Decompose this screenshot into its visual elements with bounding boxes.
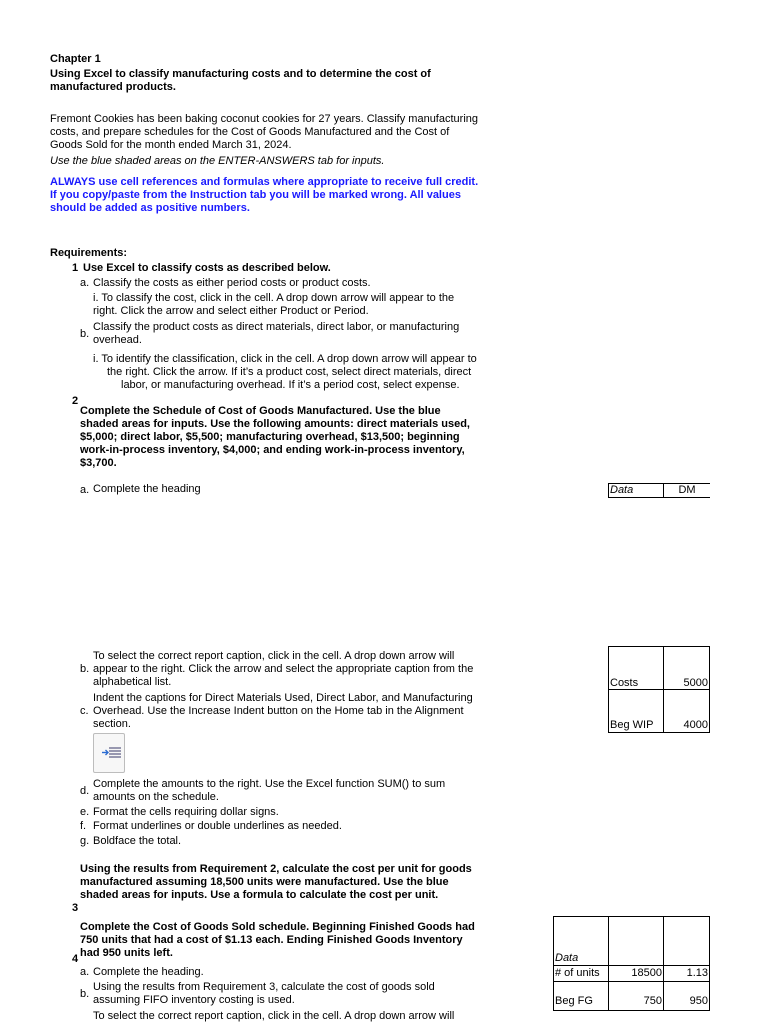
intro-line-1: Fremont Cookies has been baking coconut cookies for 27 years. Classify manufacturing (50, 113, 478, 125)
req2-e-label: e. (80, 806, 90, 818)
req3-line-1: Using the results from Requirement 2, calculate the cost per unit for goods (80, 863, 472, 875)
grid-bottom-data-cell (553, 916, 609, 966)
req2-b-line-3: alphabetical list. (93, 676, 172, 688)
increase-indent-button (93, 733, 125, 773)
req2-c-line-3: section. (93, 718, 131, 730)
req4-c-line-1: To select the correct report caption, click in the cell. A drop down arrow will (93, 1010, 455, 1022)
grid-bottom-empty-2 (663, 916, 710, 966)
req1-a-label: a. (80, 277, 90, 289)
req4-b-label: b. (80, 988, 90, 1000)
req1-b-line-1: Classify the product costs as direct materials, direct labor, or manufacturing (93, 321, 460, 333)
req2-d-line-2: amounts on the schedule. (93, 791, 219, 803)
req2-line-4: work-in-process inventory, $4,000; and ending work-in-process inventory, (80, 444, 465, 456)
chapter-label: Chapter 1 (50, 53, 101, 65)
requirements-heading: Requirements: (50, 247, 128, 259)
grid-units-value: 18500 (631, 967, 662, 979)
req2-f-label: f. (80, 820, 87, 832)
grid-top-data-header: Data (608, 483, 664, 498)
req2-f-text: Format underlines or double underlines as needed. (93, 820, 342, 832)
req3-line-2: manufactured assuming 18,500 units were manufactured. Use the blue (80, 876, 449, 888)
grid-begwip-value-cell (663, 689, 710, 733)
grid-costs-value-cell (663, 646, 710, 690)
grid-begfg-value-cell (608, 981, 664, 1011)
req4-line-1: Complete the Cost of Goods Sold schedule. Beginning Finished Goods had (80, 921, 475, 933)
grid-begwip-label: Beg WIP (610, 719, 654, 731)
grid-endfg-value-cell (663, 981, 710, 1011)
req2-a-text: Complete the heading (93, 483, 201, 495)
warning-line-2: If you copy/paste from the Instruction tab you will be marked wrong. All values (50, 189, 461, 201)
req2-line-2: shaded areas for inputs. Use the following amounts: direct materials used, (80, 418, 470, 430)
title-line-2: manufactured products. (50, 81, 176, 93)
warning-line-1: ALWAYS use cell references and formulas where appropriate to receive full credit. (50, 176, 479, 188)
req1-b-i-line-1: i. To identify the classification, click in the cell. A drop down arrow will appear to (93, 353, 477, 365)
req3-line-3: shaded areas for inputs. Use a formula to calculate the cost per unit. (80, 889, 439, 901)
grid-begfg-value: 750 (643, 995, 662, 1007)
req1-a-text: Classify the costs as either period costs or product costs. (93, 277, 371, 289)
req4-number: 4 (72, 953, 79, 965)
req2-b-line-1: To select the correct report caption, click in the cell. A drop down arrow will (93, 650, 455, 662)
req2-c-line-1: Indent the captions for Direct Materials Used, Direct Labor, and Manufacturing (93, 692, 473, 704)
grid-begwip-label-cell (608, 689, 664, 733)
grid-units-label-cell (553, 965, 609, 982)
intro-italic: Use the blue shaded areas on the ENTER-ANSWERS tab for inputs. (50, 155, 385, 167)
req2-b-label: b. (80, 663, 90, 675)
req1-b-label: b. (80, 328, 90, 340)
req4-b-line-2: assuming FIFO inventory costing is used. (93, 994, 295, 1006)
req2-number: 2 (72, 395, 79, 407)
req2-a-label: a. (80, 484, 90, 496)
warning-line-3: should be added as positive numbers. (50, 202, 250, 214)
grid-units-value-cell (608, 965, 664, 982)
req1-b-i-line-3: labor, or manufacturing overhead. If it’s a period cost, select expense. (121, 379, 460, 391)
grid-bottom-empty-1 (608, 916, 664, 966)
req2-b-line-2: appear to the right. Click the arrow and select the appropriate caption from the (93, 663, 474, 675)
req4-b-line-1: Using the results from Requirement 3, calculate the cost of goods sold (93, 981, 435, 993)
grid-units-label: # of units (555, 967, 600, 979)
req2-c-line-2: Overhead. Use the Increase Indent button on the Home tab in the Alignment (93, 705, 464, 717)
grid-bottom-data-header: Data (555, 952, 579, 964)
grid-endfg-value: 950 (689, 995, 708, 1007)
req2-g-text: Boldface the total. (93, 835, 182, 847)
req1-a-i-line-1: i. To classify the cost, click in the cell. A drop down arrow will appear to the (93, 292, 455, 304)
req4-a-label: a. (80, 966, 90, 978)
req1-a-i-line-2: right. Click the arrow and select either Product or Period. (93, 305, 369, 317)
grid-costs-label: Costs (610, 677, 639, 689)
req2-d-label: d. (80, 785, 90, 797)
intro-line-2: costs, and prepare schedules for the Cost of Goods Manufactured and the Cost of (50, 126, 450, 138)
req2-d-line-1: Complete the amounts to the right. Use the Excel function SUM() to sum (93, 778, 446, 790)
grid-unitcost-value-cell (663, 965, 710, 982)
req4-line-2: 750 units that had a cost of $1.13 each. Ending Finished Goods Inventory (80, 934, 463, 946)
grid-top-dm-header: DM (663, 483, 710, 498)
req1-number: 1 (72, 262, 79, 274)
req2-g-label: g. (80, 835, 90, 847)
req4-line-3: had 950 units left. (80, 947, 173, 959)
grid-unitcost-value: 1.13 (686, 967, 708, 979)
req2-line-1: Complete the Schedule of Cost of Goods Manufactured. Use the blue (80, 405, 441, 417)
increase-indent-icon (94, 734, 124, 772)
req2-c-label: c. (80, 705, 89, 717)
req1-b-line-2: overhead. (93, 334, 142, 346)
req1-b-i-line-2: the right. Click the arrow. If it’s a product cost, select direct materials, direct (107, 366, 472, 378)
req4-a-text: Complete the heading. (93, 966, 204, 978)
grid-begfg-label: Beg FG (555, 995, 593, 1007)
grid-begwip-value: 4000 (683, 719, 708, 731)
intro-line-3: Goods Sold for the month ended March 31, 2024. (50, 139, 292, 151)
grid-costs-value: 5000 (683, 677, 708, 689)
req2-line-5: $3,700. (80, 457, 117, 469)
grid-begfg-label-cell (553, 981, 609, 1011)
req2-line-3: $5,000; direct labor, $5,500; manufacturing overhead, $13,500; beginning (80, 431, 460, 443)
title-line-1: Using Excel to classify manufacturing costs and to determine the cost of (50, 68, 431, 80)
req1-title: Use Excel to classify costs as described below. (83, 262, 331, 274)
req3-number: 3 (72, 902, 79, 914)
grid-costs-label-cell (608, 646, 664, 690)
req2-e-text: Format the cells requiring dollar signs. (93, 806, 279, 818)
